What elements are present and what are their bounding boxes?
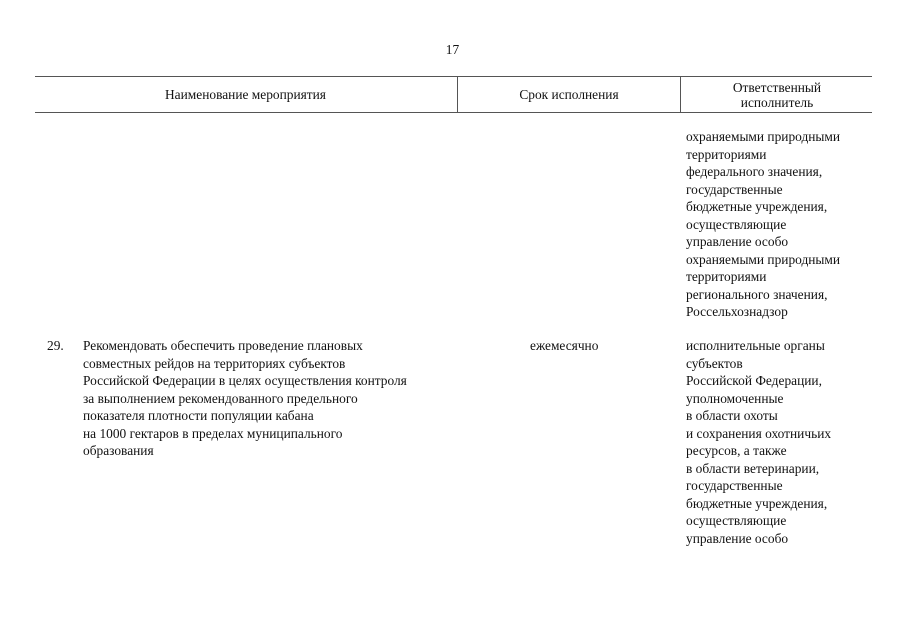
- responsible-line: регионального значения,: [686, 286, 828, 302]
- row-name-line: Рекомендовать обеспечить проведение плановых: [83, 338, 363, 353]
- responsible-line: субъектов: [686, 355, 743, 371]
- responsible-line: уполномоченные: [686, 390, 784, 406]
- table-header: [35, 76, 872, 113]
- responsible-line: в области ветеринарии,: [686, 460, 820, 476]
- row-name-cell: [83, 337, 463, 460]
- responsible-line: осуществляющие: [686, 513, 787, 528]
- responsible-line: федерального значения,: [686, 164, 823, 179]
- header-term-column: [457, 77, 680, 112]
- row-name-line: образования: [83, 443, 154, 458]
- responsible-line: бюджетные учреждения,: [686, 495, 828, 511]
- header-name-label: Наименование мероприятия: [165, 87, 326, 102]
- responsible-line: ресурсов, а также: [686, 443, 787, 458]
- responsible-line: и сохранения охотничьих: [686, 425, 832, 441]
- page-number: 17: [445, 42, 460, 57]
- responsible-line: территориями: [686, 146, 767, 162]
- responsible-line: охраняемыми природными: [686, 129, 841, 144]
- header-name-column: [35, 77, 456, 112]
- header-responsible-label-line1: Ответственный: [732, 79, 822, 95]
- responsible-line: управление особо: [686, 530, 789, 546]
- row-term-cell: ежемесячно: [530, 338, 599, 353]
- responsible-line: осуществляющие: [686, 216, 787, 232]
- row-number: 29.: [47, 338, 64, 353]
- responsible-line: в области охоты: [686, 408, 778, 423]
- header-responsible-label-line2: исполнитель: [740, 94, 814, 110]
- header-responsible-column: [680, 77, 873, 112]
- row-name-line: на 1000 гектаров в пределах муниципального: [83, 425, 343, 441]
- responsible-line: Российской Федерации,: [686, 373, 822, 388]
- row-name-line: Российской Федерации в целях осуществления контроля: [83, 373, 407, 388]
- responsible-line: государственные: [686, 181, 783, 197]
- responsible-line: территориями: [686, 269, 767, 284]
- row-name-line: совместных рейдов на территориях субъектов: [83, 355, 346, 371]
- row-name-line: за выполнением рекомендованного предельного: [83, 390, 358, 406]
- header-term-label: Срок исполнения: [519, 87, 619, 102]
- responsible-line: управление особо: [686, 234, 789, 249]
- responsible-line: бюджетные учреждения,: [686, 199, 828, 214]
- continued-responsible-cell: [686, 128, 876, 321]
- responsible-line: государственные: [686, 478, 783, 493]
- row-name-line: показателя плотности популяции кабана: [83, 408, 314, 423]
- responsible-line: исполнительные органы: [686, 338, 825, 353]
- responsible-line: Россельхознадзор: [686, 304, 788, 319]
- row-responsible-cell: [686, 337, 876, 547]
- responsible-line: охраняемыми природными: [686, 251, 841, 267]
